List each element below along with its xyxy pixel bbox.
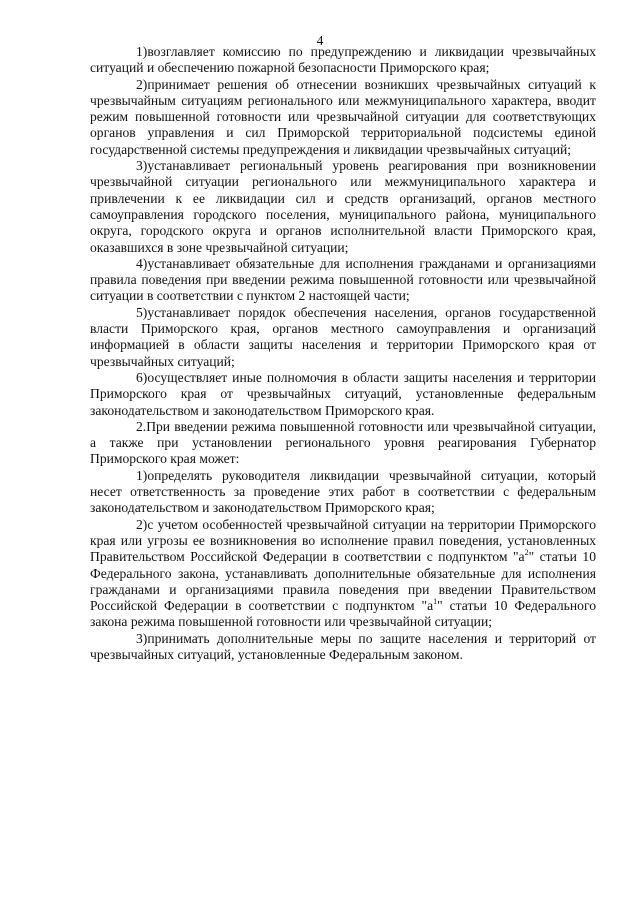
paragraph-2: 2)принимает решения об отнесении возникших чрезвычайных ситуаций к чрезвычайным ситуациям регионального или межмуниципального характера, вводит режим повышенной готовности или чрезвычайной ситуации для соответствующих органов управления и сил Приморской территориальной подсистемы единой государственной системы предупреждения и ликвидации чрезвычайных ситуаций;	[90, 76, 596, 157]
paragraph-10: 3)принимать дополнительные меры по защите населения и территорий от чрезвычайных ситуаций, установленные Федеральным законом.	[90, 630, 596, 662]
paragraph-7: 2.При введении режима повышенной готовности или чрезвычайной ситуации, а также при установлении регионального уровня реагирования Губернатор Приморского края может:	[90, 418, 596, 467]
document-body	[90, 44, 596, 663]
paragraph-1: 1)возглавляет комиссию по предупреждению и ликвидации чрезвычайных ситуаций и обеспечению пожарной безопасности Приморского края;	[90, 44, 596, 76]
paragraph-4: 4)устанавливает обязательные для исполнения гражданами и организациями правила поведения при введении режима повышенной готовности или чрезвычайной ситуации в соответствии с пунктом 2 настоящей части;	[90, 255, 596, 304]
paragraph-5: 5)устанавливает порядок обеспечения населения, органов государственной власти Приморского края, органов местного самоуправления и организаций информацией в области защиты населения и территории Приморского края от чрезвычайных ситуаций;	[90, 304, 596, 369]
paragraph-8: 1)определять руководителя ликвидации чрезвычайной ситуации, который несет ответственность за проведение этих работ в соответствии с федеральным законодательством и законодательством Приморского края;	[90, 467, 596, 516]
paragraph-6: 6)осуществляет иные полномочия в области защиты населения и территории Приморского края от чрезвычайных ситуаций, установленные федеральным законодательством и законодательством Приморского края.	[90, 369, 596, 418]
superscript-1: 1	[433, 596, 438, 606]
paragraph-9	[90, 517, 596, 631]
paragraph-3: 3)устанавливает региональный уровень реагирования при возникновении чрезвычайной ситуации регионального или межмуниципального характера и привлечении к ее ликвидации сил и средств организаций, органов местного самоуправления городского поселения, муниципального района, муниципального округа, городского округа и органов исполнительной власти Приморского края, оказавшихся в зоне чрезвычайной ситуации;	[90, 158, 596, 255]
page-number: 4	[316, 33, 324, 48]
paragraph-9-part-1: 2)с учетом особенностей чрезвычайной ситуации на территории Приморского края или угрозы ее возникновения во исполнение правил поведения, установленных Правительством Российской Федерации в соответствии с подпунктом "а	[90, 516, 596, 565]
paragraph-9-part-3: " статьи 10 Федерального закона режима повышенной готовности или чрезвычайной ситуации;	[90, 598, 596, 630]
superscript-2: 2	[524, 547, 529, 557]
paragraph-9-part-2: " статьи 10 Федерального закона, устанавливать дополнительные обязательные для исполнения гражданами и организациями правила поведения при введении Правительством Российской Федерации в соответствии с подпунктом "а	[90, 549, 596, 614]
